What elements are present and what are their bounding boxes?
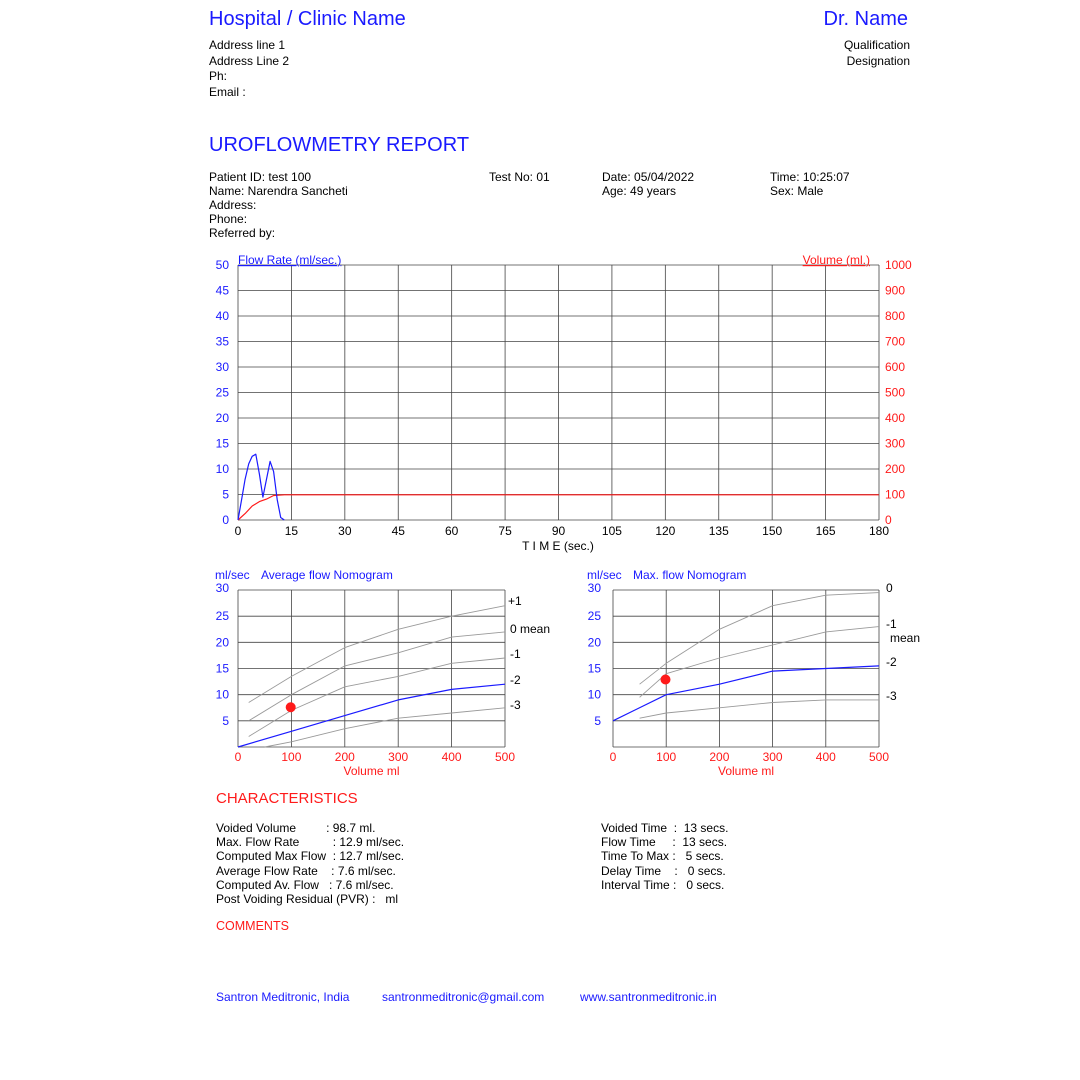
y2-tick-label: 1000 (885, 258, 912, 272)
char-average-flow: Average Flow Rate : 7.6 ml/sec. (216, 863, 396, 878)
characteristics-title: CHARACTERISTICS (216, 790, 358, 807)
char-computed-max-flow: Computed Max Flow : 12.7 ml/sec. (216, 849, 405, 864)
y1-tick-label: 30 (215, 360, 229, 374)
qualification: Qualification (843, 38, 910, 52)
patient-point (661, 674, 671, 684)
char-pvr: Post Voiding Residual (PVR) : ml (216, 892, 399, 907)
x-tick-label: 180 (868, 524, 890, 538)
y1-axis-label: Flow Rate (ml/sec.) (238, 253, 342, 267)
y-tick-label: 10 (215, 687, 229, 702)
test-date: Date: 05/04/2022 (602, 170, 695, 184)
y2-tick-label: 100 (885, 487, 906, 502)
y2-tick-label: 900 (885, 283, 906, 298)
x-tick-label: 15 (284, 524, 299, 538)
y1-tick-label: 25 (215, 385, 229, 400)
y-tick-label: 20 (587, 635, 601, 650)
curve-label: 0 (886, 581, 893, 595)
patient-sex: Sex: Male (770, 184, 824, 198)
x-tick-label: 75 (498, 524, 512, 538)
x-tick-label: 200 (334, 750, 355, 764)
y2-tick-label: 0 (885, 513, 892, 527)
x-tick-label: 100 (281, 750, 302, 764)
email-line: Email : (209, 84, 246, 99)
curve-label: -3 (886, 689, 897, 703)
x-tick-label: 30 (338, 524, 352, 538)
curve-label: mean (890, 631, 921, 645)
y-tick-label: 25 (587, 609, 601, 624)
nomogram-curve (640, 700, 879, 718)
curve-label: -2 (510, 673, 521, 687)
y-tick-label: 5 (222, 713, 229, 728)
y2-tick-label: 500 (885, 385, 906, 400)
footer-company: Santron Meditronic, India (216, 990, 350, 1004)
designation: Designation (846, 53, 910, 68)
y1-tick-label: 40 (215, 309, 229, 323)
x-tick-label: 400 (815, 750, 836, 764)
x-tick-label: 0 (234, 524, 242, 538)
y1-tick-label: 35 (215, 334, 229, 349)
char-voided-volume: Voided Volume : 98.7 ml. (216, 821, 376, 835)
footer-website: www.santronmeditronic.in (580, 990, 717, 1004)
test-time: Time: 10:25:07 (770, 170, 850, 184)
x-axis-label: Volume ml (343, 764, 400, 778)
y2-tick-label: 400 (885, 411, 906, 425)
patient-phone: Phone: (209, 212, 248, 226)
y2-tick-label: 600 (885, 360, 906, 374)
x-tick-label: 0 (609, 750, 617, 764)
curve-label: +1 (508, 594, 522, 608)
y-tick-label: 15 (215, 661, 229, 676)
y1-tick-label: 5 (222, 487, 229, 502)
y1-tick-label: 15 (215, 436, 229, 451)
y-tick-label: 15 (587, 661, 601, 676)
patient-address: Address: (209, 198, 257, 212)
average-flow-nomogram (215, 568, 550, 778)
char-flow-time: Flow Time : 13 secs. (601, 835, 728, 850)
x-axis-label: T I M E (sec.) (522, 539, 594, 553)
y1-tick-label: 45 (215, 283, 229, 298)
phone-line: Ph: (209, 69, 228, 83)
y1-tick-label: 10 (215, 462, 229, 476)
x-tick-label: 120 (655, 524, 676, 538)
nomogram-title: Average flow Nomogram (261, 568, 393, 582)
y-tick-label: 20 (215, 635, 229, 650)
x-tick-label: 100 (656, 750, 677, 764)
y2-tick-label: 200 (885, 462, 906, 476)
char-voided-time: Voided Time : 13 secs. (601, 821, 729, 835)
x-tick-label: 300 (388, 750, 409, 764)
y2-tick-label: 700 (885, 334, 906, 349)
patient-point (286, 702, 296, 712)
x-tick-label: 135 (708, 524, 729, 538)
flow-rate-curve (238, 454, 284, 520)
nomogram-title: Max. flow Nomogram (633, 568, 747, 582)
doctor-name: Dr. Name (823, 8, 908, 30)
y-tick-label: 10 (587, 687, 601, 702)
y-tick-label: 25 (215, 609, 229, 624)
x-axis-label: Volume ml (717, 764, 775, 778)
x-tick-label: 400 (441, 750, 462, 764)
y-tick-label: 5 (594, 713, 601, 728)
y1-tick-label: 20 (215, 411, 229, 425)
x-tick-label: 200 (709, 750, 730, 764)
report-title: UROFLOWMETRY REPORT (209, 134, 470, 156)
x-tick-label: 500 (494, 750, 516, 764)
curve-label: -3 (510, 698, 521, 712)
nomogram-curve (640, 593, 879, 685)
y1-tick-label: 50 (215, 258, 229, 272)
y1-tick-label: 0 (222, 513, 229, 527)
patient-age: Age: 49 years (602, 184, 677, 198)
max-flow-nomogram (587, 568, 920, 778)
y-axis-label: ml/sec (215, 568, 250, 582)
y-axis-label: ml/sec (587, 568, 622, 582)
curve-label: -2 (886, 655, 897, 669)
x-tick-label: 90 (551, 524, 566, 538)
x-tick-label: 150 (762, 524, 783, 538)
comments-label: COMMENTS (216, 919, 289, 933)
y-top-tick-label: 30 (215, 581, 229, 595)
flow-volume-chart (216, 253, 912, 553)
char-time-to-max: Time To Max : 5 secs. (601, 849, 724, 864)
curve-label: -1 (886, 617, 897, 631)
x-tick-label: 500 (868, 750, 890, 764)
patient-curve (238, 684, 505, 747)
y2-tick-label: 800 (885, 309, 906, 323)
char-computed-av-flow: Computed Av. Flow : 7.6 ml/sec. (216, 877, 394, 892)
y2-axis-label: Volume (ml.) (802, 253, 870, 267)
characteristics-left (216, 821, 404, 906)
address-line-2: Address Line 2 (209, 53, 290, 68)
char-max-flow: Max. Flow Rate : 12.9 ml/sec. (216, 835, 405, 850)
x-tick-label: 0 (234, 750, 242, 764)
nomogram-curve (640, 627, 879, 698)
x-tick-label: 165 (815, 524, 836, 538)
curve-label: -1 (510, 647, 521, 661)
nomogram-curve (265, 708, 505, 747)
x-tick-label: 45 (391, 524, 405, 538)
patient-id: Patient ID: test 100 (209, 170, 312, 184)
test-number: Test No: 01 (489, 170, 550, 184)
footer-email: santronmeditronic@gmail.com (382, 990, 545, 1004)
curve-label: 0 mean (510, 622, 551, 636)
patient-name: Name: Narendra Sancheti (209, 184, 348, 198)
address-line-1: Address line 1 (209, 38, 286, 52)
char-delay-time: Delay Time : 0 secs. (601, 863, 726, 878)
characteristics-right (601, 821, 728, 892)
x-tick-label: 60 (444, 524, 459, 538)
x-tick-label: 300 (762, 750, 783, 764)
y-top-tick-label: 30 (587, 581, 601, 595)
x-tick-label: 105 (601, 524, 622, 538)
char-interval-time: Interval Time : 0 secs. (601, 877, 725, 892)
referred-by: Referred by: (209, 226, 276, 240)
hospital-name: Hospital / Clinic Name (209, 8, 406, 30)
y2-tick-label: 300 (885, 436, 906, 451)
